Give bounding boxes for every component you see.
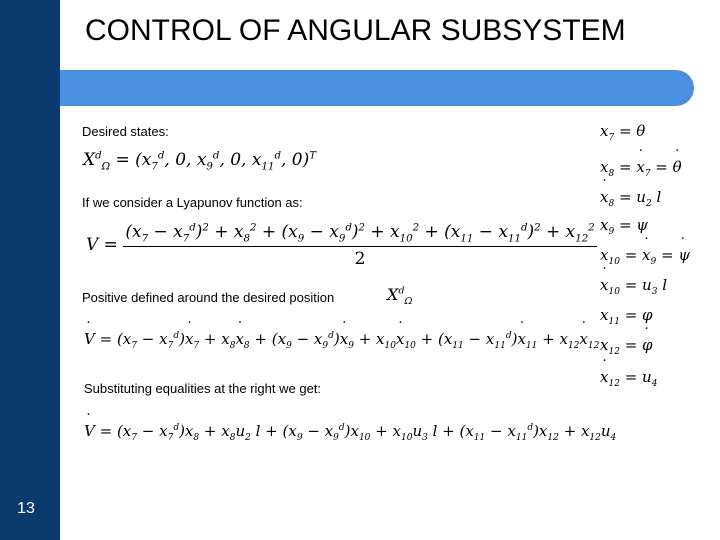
left-sidebar (0, 0, 60, 540)
title-bar (60, 70, 694, 106)
state-def-x10: $x_{10}$ = ˙ $x_9$ = ˙ ψ (600, 246, 690, 267)
lyapunov-equation: V = $(x_7 - x_7^d)^2 + x_8^2 + (x_9 - x_9^d)^2 + x_{10}^2 + (x_{11} - x_{11}^d)^2 + x_{12}^2$ 2 (86, 222, 595, 270)
substituting-label: Substituting equalities at the right we get: (84, 381, 322, 396)
state-def-x12: $x_{12}$ = ˙ φ (600, 336, 653, 357)
desired-states-label: Desired states: (82, 124, 169, 139)
state-def-x10-dot: ˙ $x_{10} = u_3$ l (600, 276, 667, 297)
state-def-x8: $x_8$ = ˙ $x_7$ = ˙ θ (600, 158, 682, 179)
desired-vector-equation: $X^d_\Omega = (x_7^d$, 0, $x_9^d$, 0, $x_{11}^d$, 0)$^T$ (83, 150, 317, 173)
desired-position-symbol: $X^d_\Omega$ (387, 285, 413, 308)
positive-defined-label: Positive defined around the desired position (82, 290, 335, 305)
state-def-x8-dot: ˙ $x_8 = u_2$ l (600, 188, 661, 209)
state-def-x11: $x_{11} = \varphi$ (600, 306, 653, 327)
slide-number: 13 (17, 500, 35, 517)
state-def-x12-dot: ˙ $x_{12} = u_4$ (600, 368, 657, 389)
lyapunov-intro-label: If we consider a Lyapunov function as: (82, 195, 303, 210)
state-def-x9: $x_9 = \psi$ (600, 216, 649, 237)
slide-title: CONTROL OF ANGULAR SUBSYSTEM (85, 14, 626, 47)
state-def-x7: $x_7 = \theta$ (600, 122, 646, 143)
v-dot-equation-2: ˙ $V = (x_7 - x_7^d)x_8 + x_8u_2$ $l + (x_9 - x_9^d)x_{10} + x_{10}u_3$ $l + (x_{11} - x_{11}^d)x_{12} + x_{12}u_4$ (84, 422, 616, 443)
v-dot-equation-1: ˙ $V = (x_7$ − $x_7^d)˙$ $x_7$ + $x_8˙$ $x_8 + (x_9$ − $x_9^d)˙$ $x_9$ + $x_{10}˙$ $x_{10} + (x_{11}$ − $x_{11}^d)˙$ $x_{11}$ + $x_{12}˙$ $x_{12}$ (84, 330, 599, 351)
